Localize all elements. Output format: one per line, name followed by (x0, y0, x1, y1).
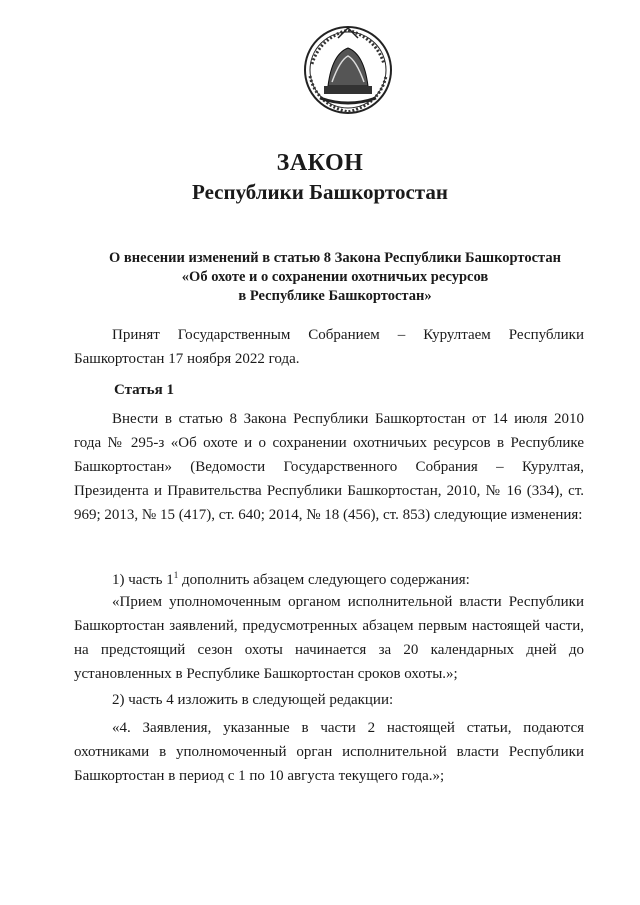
amendment-title (95, 249, 575, 306)
item-1-quote: «Прием уполномоченным органом исполнительной власти Республики Башкортостан заявлений, предусмотренных абзацем первым настоящей части, на предстоящий сезон охоты начинается за 20 календарных дней до установленных в Республике Башкортостан сроков охоты.»; (74, 594, 584, 682)
amendment-title-line: в Республике Башкортостан» (238, 288, 432, 304)
coat-of-arms-bashkortostan-icon (302, 24, 394, 120)
item-1-prefix: 1) часть 1 (112, 572, 174, 588)
adoption-paragraph: Принят Государственным Собранием – Курултаем Республики Башкортостан 17 ноября 2022 года. (74, 327, 584, 367)
article-intro-paragraph: Внести в статью 8 Закона Республики Башкортостан от 14 июля 2010 года № 295-з «Об охоте и о сохранении охотничьих ресурсов в Республике Башкортостан» (Ведомости Государственного Собрания – Курултая, Президента и Правительства Республики Башкортостан, 2010, № 16 (334), ст. 969; 2013, № 15 (417), ст. 640; 2014, № 18 (456), ст. 853) следующие изменения: (74, 411, 584, 523)
amendment-title-line: О внесении изменений в статью 8 Закона Республики Башкортостан (109, 250, 561, 266)
item-1-superscript: 1 (173, 570, 179, 580)
item-2-quote: «4. Заявления, указанные в части 2 настоящей статьи, подаются охотниками в уполномоченный орган исполнительной власти Республики Башкортостан в период с 1 по 10 августа текущего года.»; (74, 720, 584, 784)
article-heading: Статья 1 (114, 382, 174, 398)
law-subtitle: Республики Башкортостан (192, 180, 448, 204)
amendment-item-1 (74, 563, 584, 592)
item-1-suffix: дополнить абзацем следующего содержания: (178, 572, 470, 588)
amendment-item-2: 2) часть 4 изложить в следующей редакции: (112, 692, 394, 708)
law-title: ЗАКОН (276, 150, 364, 176)
amendment-title-line: «Об охоте и о сохранении охотничьих ресурсов (181, 269, 489, 285)
